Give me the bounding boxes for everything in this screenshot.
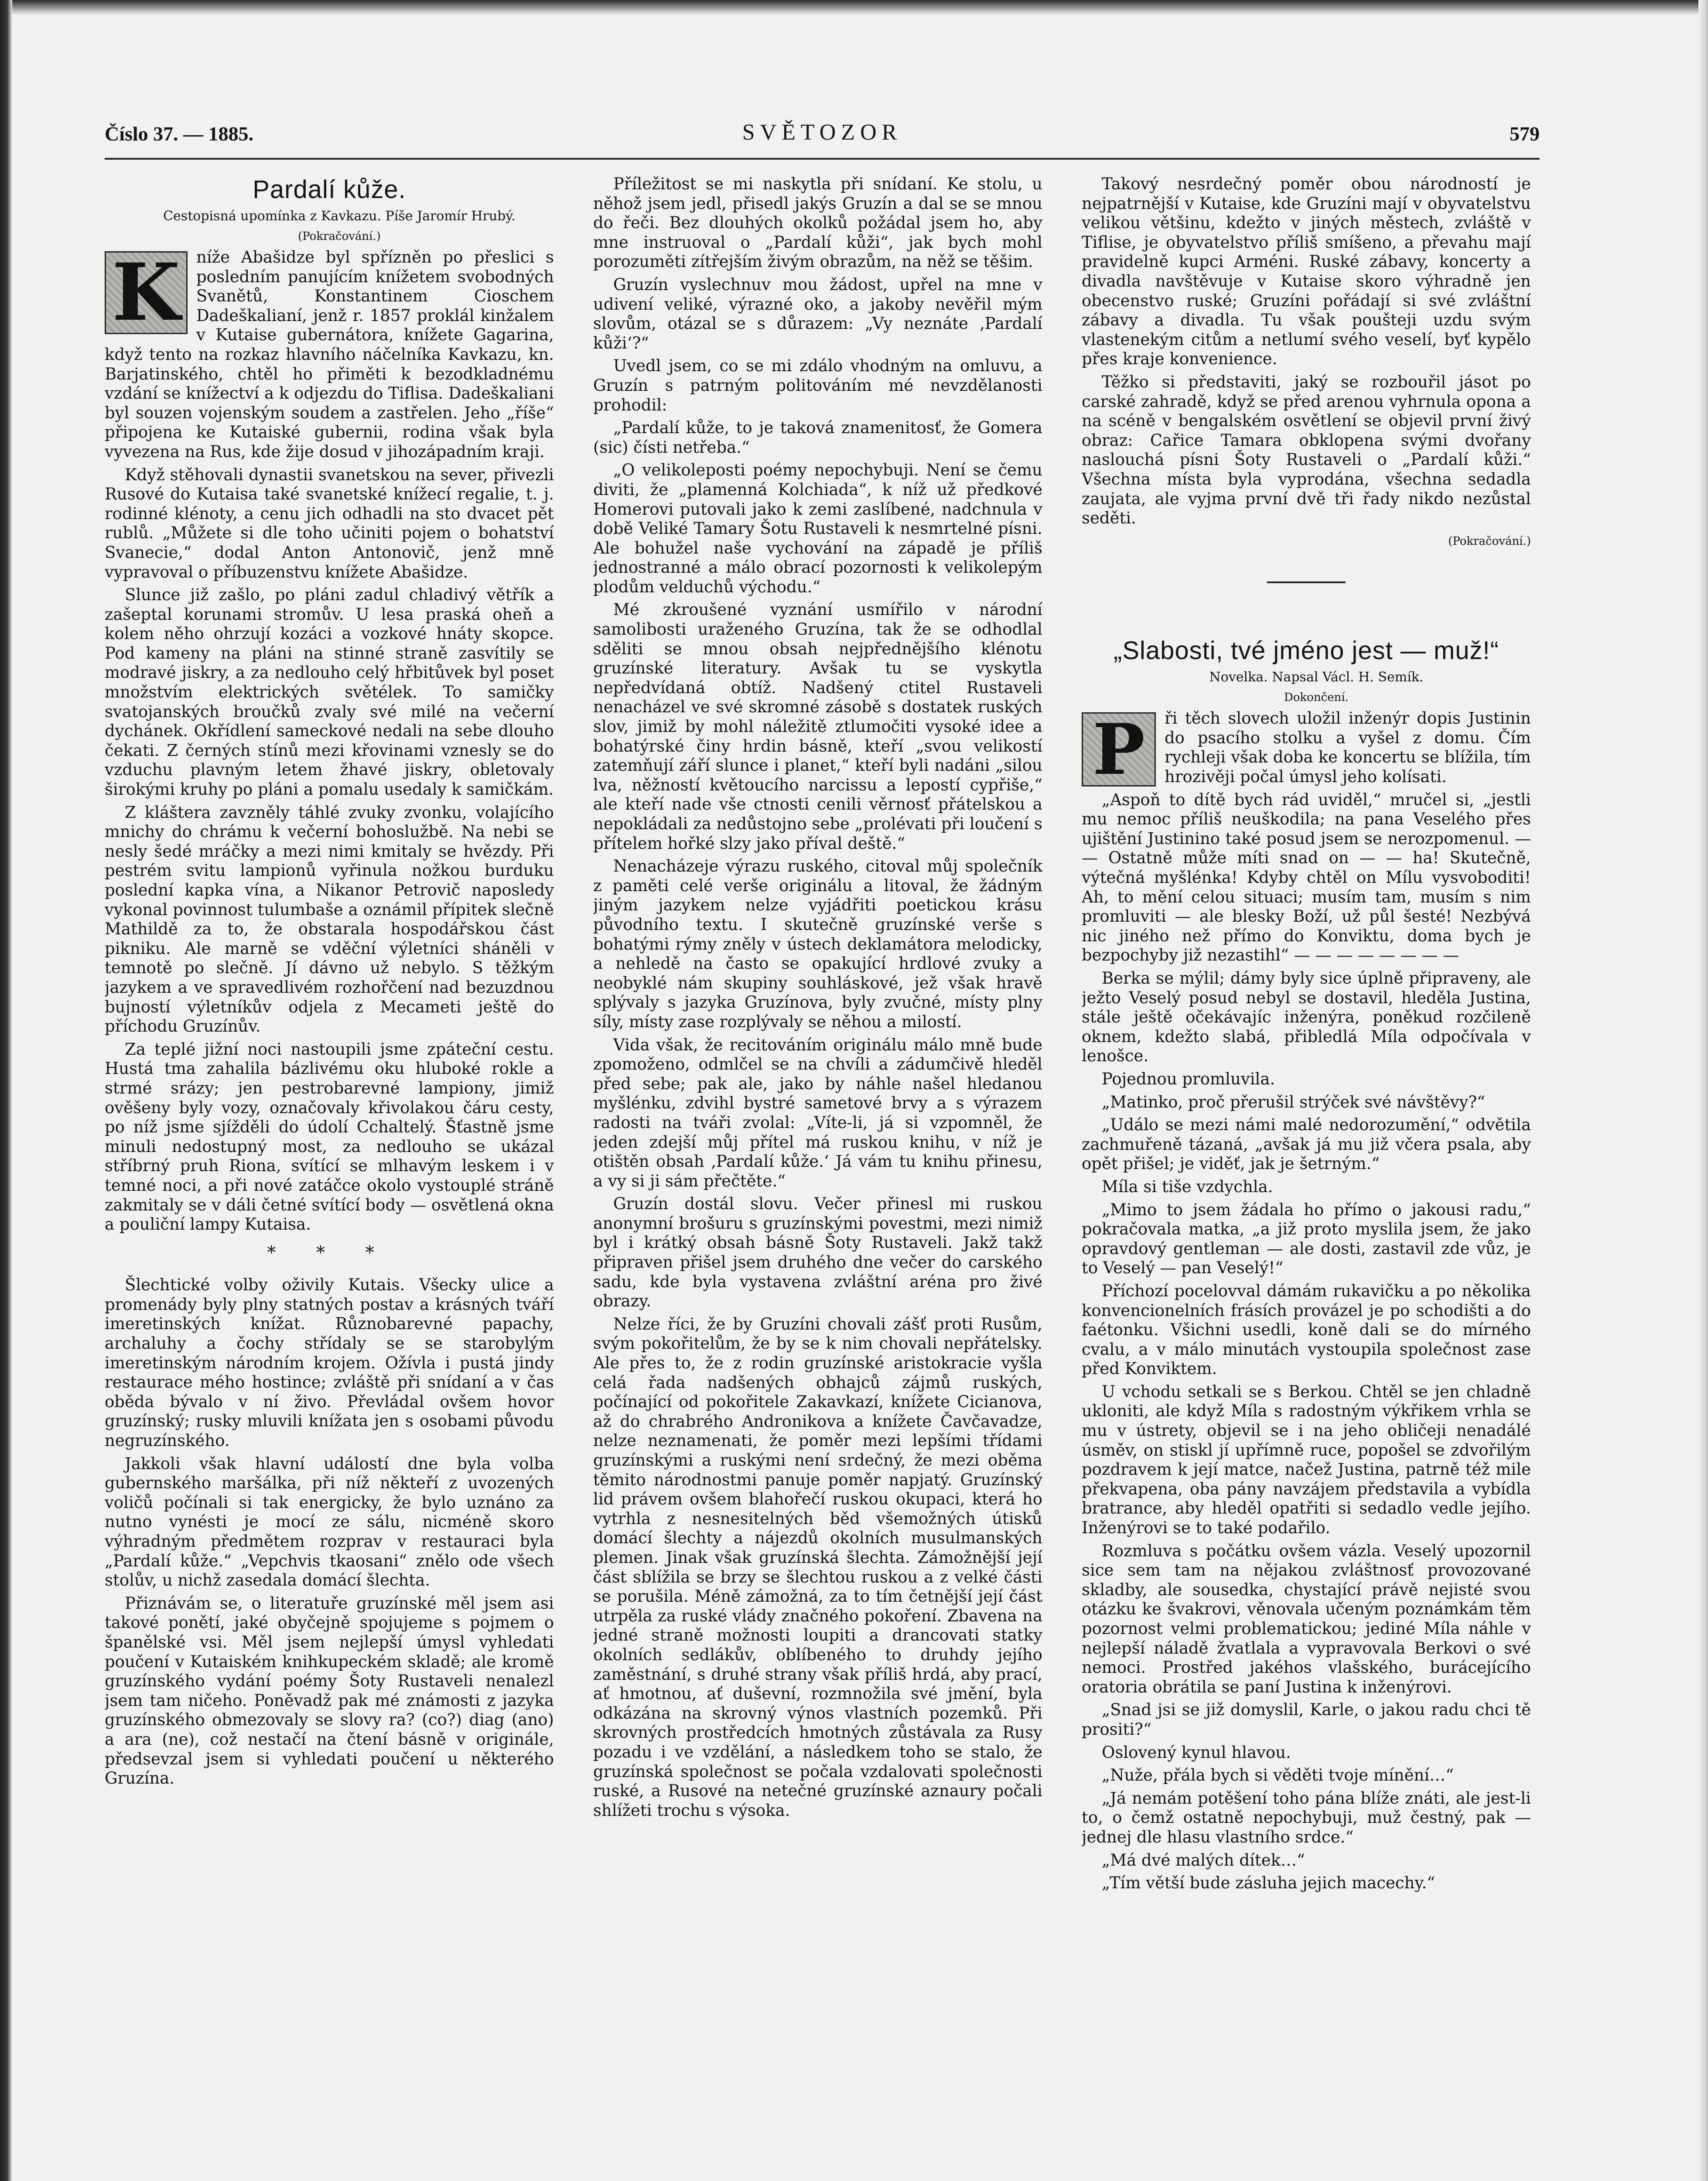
paragraph: Gruzín vyslechnuv mou žádost, upřel na mne v udivení veliké, výrazné oko, a jakoby nevěřil mým slovům, otázal se s důrazem: „Vy neznáte ‚Pardalí kůži‘?“ — [593, 275, 1042, 352]
paragraph: níže Abašidze byl spřízněn po přeslici s posledním panujícím knížetem svobodných Svanětů, Konstantinem Cioschem Dadeškalianí, jenž r. 1857 proklál kinžalem v Kutaise gubernátora, knížete Gagarina, když tento na rozkaz hlavního náčelníka Kavkazu, kn. Barjatinského, chtěl ho přiměti k bezodkladnému vzdání se knížectví a k odjezdu do Tiflisa. Dadeškaliani byl souzen vojenským soudem a zastřelen. Jeho „říše“ připojena ke Kutaiské gubernii, rodina však byla vyvezena na Rus, kde žije dosud v jihozápadním kraji. — [105, 248, 554, 461]
journal-title: SVĚTOZOR — [742, 120, 902, 145]
paragraph: Za teplé jižní noci nastoupili jsme zpáteční cestu. Hustá tma zahalila bázlivému oku hluboké rokle a strmé srázy; jen pestrobarevné lampiony, jimiž ověšeny byly vozy, označovaly křivolakou čáru cesty, po níž jsme sjížděli do údolí Cchaltelý. Šťastně jsme minuli nedostupný most, za nedlouho se ukázal stříbrný pruh Riona, svítící se mlhavým leskem i v temné noci, a při nové zatáčce okolo vystouplé stráně zakmitaly se v dáli četné svítící body — osvětlená okna a pouliční lampy Kutaisa. — [105, 1039, 554, 1234]
column-3 — [1082, 174, 1531, 2181]
article-title: Pardalí kůže. — [253, 175, 406, 204]
drop-cap-p: P — [1082, 712, 1156, 786]
paragraph: Když stěhovali dynastii svanetskou na sever, přivezli Rusové do Kutaisa také svanetské knížecí regalie, t. j. rodinné klénoty, a cenu jich odhadli na sto dvacet pět rublů. „Můžete si dle toho učiniti pojem o bohatství Svanecie,“ dodal Anton Antonovič, jenž mně vypravoval o příbuzenstvu knížete Abašidze. — [105, 465, 554, 581]
page-header — [105, 118, 1540, 153]
paragraph: Gruzín dostál slovu. Večer přinesl mi ruskou anonymní brošuru s gruzínskými povestmi, mezi nimiž byl i krátký obsah básně Šoty Rustaveli. Jakž takž připraven přišel jsem druhého dne večer do carského sadu, kde byla vystavena zvláštní aréna pro živé obrazy. — [593, 1194, 1042, 1311]
section-stars: * * * — [267, 1242, 392, 1263]
paragraph: Příchozí pocelovval dámám rukavičku a po několika konvencionelních frásích provázel je po schodišti a do faétonku. Všichni usedli, koně dali se do mírného cvalu, a v málo minutách vystoupila společnost zase před Konviktem. — [1082, 1281, 1531, 1378]
paragraph: „Tím větší bude zásluha jejich macechy.“ — [1102, 1873, 1435, 1893]
paragraph: Slunce již zašlo, po pláni zadul chladivý větřík a zašeptal korunami stromův. U lesa praská oheň a kolem něho ohrzují kozáci a vozkové hnáty skopce. Pod kameny na pláni na stinné straně zasvítily se modravé jiskry, a za nedlouho celý hřbitůvek byl poset množstvím elektrických světélek. To samičky svatojanských broučků zvaly své milé na večerní dychánek. Okřídlení sameckové nedali na sebe dlouho čekati. Z černých stínů mezi křovinami vznesly se do vzduchu plavným letem žhavé jiskry, obletovaly širokými kruhy po pláni a pomalu usedaly k samičkám. — [105, 585, 554, 799]
continuation-note: Dokončení. — [1284, 691, 1349, 704]
paragraph: Šlechtické volby oživily Kutais. Všecky ulice a promenády byly plny statných postav a krásných tváří imeretinských knížat. Různobarevné papachy, archaluhy a čochy střídaly se se starobylým imeretinským národním krojem. Ožívla i pustá jindy restaurace mého hostince; zvláště při snídaní a v čas oběda bývalo v ní živo. Převládal ovšem hovor gruzínský; rusky mluvili knížata jen s osobami původu negruzínského. — [105, 1275, 554, 1450]
column-1 — [105, 174, 554, 2181]
scan-edge-top — [0, 0, 1708, 15]
paragraph: Uvedl jsem, co se mi zdálo vhodným na omluvu, a Gruzín s patrným politováním mé nevzdělanosti prohodil: — [593, 356, 1042, 414]
paragraph: Vida však, že recitováním originálu málo mně bude zpomoženo, odmlčel se na chvíli a zádumčivě hleděl před sebe; pak ale, jako by náhle našel hledanou myšlénku, zdvihl bystré sametové brvy a s výrazem radosti na tváři zvolal: „Víte-li, já si vzpomněl, že jeden zdejší můj přítel má ruskou knihu, v níž je otištěn obsah ‚Pardalí kůže.‘ Já vám tu knihu přinesu, a vy si ji sám přečtěte.“ — [593, 1035, 1042, 1190]
paragraph: „Aspoň to dítě bych rád uviděl,“ mručel si, „jestli mu nemoc příliš neuškodila; na pana Veselého přes ujištění Justinino také posud jsem se nerozpomenul. — — Ostatně může míti snad on — — ha! Skutečně, výtečná myšlénka! Kdyby chtěl on Mílu vysvoboditi! Ah, to mění celou situaci; musím tam, musím s nim promluviti — ale blesky Boží, už půl šesté! Nezbývá nic jiného než přímo do Konviktu, doma bych je bezpochyby již nezastihl“ — — — — — — — — — [1082, 790, 1531, 965]
paragraph: Pojednou promluvila. — [1102, 1069, 1275, 1088]
paragraph: „Matinko, proč přerušil strýček své návštěvy?“ — [1102, 1092, 1486, 1111]
paragraph: „Pardalí kůže, to je taková znamenitosť, že Gomera (sic) čísti netřeba.“ — [593, 418, 1042, 457]
paragraph: Takový nesrdečný poměr obou národností je nejpatrnější v Kutaise, kde Gruzíni mají v obyvatelstvu velikou většinu, kdežto v jiných městech, zvláště v Tiflise, je obyvatelstvo příliš smíšeno, a převahu mají pravidelně kupci Arméni. Ruské zábavy, koncerty a divadla navštěvuje v Kutaise skoro výhradně jen obecenstvo ruské; Gruzíni pořádají si své zvláštní zábavy a divadla. Tu však poušteji uzdu svým vlastenekým citům a netlumí svého veselí, byť kypělo přes kraje konvenience. — [1082, 174, 1531, 369]
paragraph: „Já nemám potěšení toho pána blíže znáti, ale jest-li to, o čemž ostatně nepochybuji, muž čestný, pak — jednej dle hlasu vlastního srdce.“ — [1082, 1788, 1531, 1846]
paragraph: Rozmluva s počátku ovšem vázla. Veselý upozornil sice sem tam na nějakou zvláštnosť provozované skladby, ale sousedka, chystající právě nejisté svou otázku ke švakrovi, věnovala učeným poznámkám těm pozornost velmi problematickou; jediné Míla náhle v nejlepší náladě žvatlala a vypravovala Berkovi o své nemoci. Prostřed jakéhos vlašského, burácejícího oratoria obrátila se paní Justina k inženýrovi. — [1082, 1541, 1531, 1696]
paragraph: Přiznávám se, o literatuře gruzínské měl jsem asi takové ponětí, jaké obyčejně spojujeme s pojmem o španělské vsi. Měl jsem nejlepší úmysl vyhledati poučení v Kutaiském knihkupeckém skladě; ale kromě gruzínského vydání poémy Šoty Rustaveli nenalezl jsem tam ničeho. Poněvadž pak mé známosti z jazyka gruzínského obmezovaly se slovy ra? (co?) diag (ano) a ara (ne), což nestačí na čtení básně v originále, předsevzal jsem si vyhledati poučení u některého Gruzína. — [105, 1593, 554, 1788]
drop-cap-k: K — [105, 251, 188, 334]
newspaper-page — [105, 118, 1540, 2181]
paragraph: Míla si tiše vzdychla. — [1102, 1177, 1273, 1196]
paragraph: ři těch slovech uložil inženýr dopis Justinin do psacího stolku a vyšel z domu. Čím rychleji však doba ke koncertu se blížila, tím hrozivěji počal úmysl jeho kolísati. — [1165, 709, 1531, 786]
paragraph: „Mimo to jsem žádala ho přímo o jakousi radu,“ pokračovala matka, „a již proto myslila jsem, že jako opravdový gentleman — ale dosti, zastavil zde vůz, je to Veselý — pan Veselý!“ — [1082, 1200, 1531, 1278]
paragraph: „Má dvé malých dítek…“ — [1102, 1850, 1305, 1870]
article-title: „Slabosti, tvé jméno jest — muž!“ — [1114, 636, 1499, 665]
page-number: 579 — [1510, 123, 1540, 145]
paragraph: „O velikoleposti poémy nepochybuji. Není se čemu diviti, že „plamenná Kolchiada“, k níž už předkové Homerovi putovali jako k zemi zaslíbené, nadchnula v době Veliké Tamary Šotu Rustaveli k nesmrtelné písni. Ale bohužel naše vychování na západě je příliš jednostranné a málo obrací pozornosti k velikolepým plodům velduchů východu.“ — [593, 461, 1042, 596]
scan-edge-right — [1698, 0, 1708, 2181]
article-subtitle: Cestopisná upomínka z Kavkazu. Píše Jaromír Hrubý. — [163, 209, 516, 224]
paragraph: Jakkoli však hlavní událostí dne byla volba gubernského maršálka, při níž někteří z uvozených voličů počínali si tak energicky, že bylo uznáno za nutno vynésti je mocí ze sálu, nicméně skoro výhradným předmětem rozprav v restauraci byla „Pardalí kůže.“ „Vepchvis tkaosani“ znělo ode všech stolův, u nichž zasedala domácí šlechta. — [105, 1454, 554, 1590]
issue-number: Číslo 37. — 1885. — [105, 123, 254, 145]
continuation-note: (Pokračování.) — [1448, 534, 1531, 548]
continuation-note: (Pokračování.) — [298, 230, 381, 243]
paragraph: Berka se mýlil; dámy byly sice úplně připraveny, ale ježto Veselý posud nebyl se dostavil, hleděla Justina, stále ještě očekávajíc inženýra, poněkud rozčileně oknem, kdežto slabá, přibledlá Míla odpočívala v lenošce. — [1082, 969, 1531, 1066]
paragraph: Příležitost se mi naskytla při snídaní. Ke stolu, u něhož jsem jedl, přisedl jakýs Gruzín a dal se se mnou do řeči. Bez dlouhých okolků požádal jsem ho, aby mne instruoval o „Pardalí kůži“, jak bych mohl porozuměti zítřejším živým obrazům, na něž se těšim. — [593, 174, 1042, 271]
paragraph: Nelze říci, že by Gruzíni chovali zášť proti Rusům, svým pokořitelům, že by se k nim chovali nepřátelsky. Ale přes to, že z rodin gruzínské aristokracie vyšla celá řada nadšených obhajců zájmů ruských, počínající od pokořitele Zakavkazí, knížete Cicianova, až do chrabrého Andronikova a knížete Čavčavadze, nelze neznamenati, že poměr mezi lepšími třídami gruzínskými a ruskými není srdečný, že mezi oběma těmito národnostmi panuje poměr napjatý. Gruzínský lid právem ovšem blahořečí ruskou okupaci, která ho vytrhla z nesnesitelných běd všemožných útisků domácí šlechty a nájezdů okolních musulmanských plemen. Jinak však gruzínská šlechta. Zámožnější její část sblížila se brzy se šlechtou ruskou a z velké části se porušila. Méně zámožná, za to tím četnější její část utrpěla za ruské vlády značného pokoření. Zbavena na jedné straně možnosti loupiti a drancovati statky okolních sedlákův, oblíbeného to druhdy jejího zaměstnání, s druhé strany však příliš hrdá, aby prací, ať hmotnou, ať duševní, rozmnožila své jmění, byla odkázána na skrovný výnos vlastních pozemků. Při skrovných prostředcích hmotných zůstávala za Rusy pozadu i ve vzdělání, a následkem toho se stalo, že gruzínská společnost se počala vzdalovati společnosti ruské, a Rusové na netečné gruzínské aznaury počali shlížeti trochu s výsoka. — [593, 1314, 1042, 1820]
column-2 — [593, 174, 1042, 2181]
paragraph: „Událo se mezi námi malé nedorozumění,“ odvětila zachmuřeně tázaná, „avšak já mu již včera psala, aby opět přišel; je viděť, jak je šetrným.“ — [1082, 1115, 1531, 1173]
article-subtitle: Novelka. Napsal Václ. H. Semík. — [1209, 670, 1424, 685]
paragraph: „Nuže, přála bych si věděti tvoje mínění…“ — [1102, 1766, 1454, 1785]
scan-edge-left — [0, 0, 12, 2181]
header-rule — [105, 158, 1540, 162]
paragraph: Nenacházeje výrazu ruského, citoval můj společník z paměti celé verše originálu a litoval, že žádným jiným jazykem nelze vyjádřiti poetickou krásu původního textu. I skutečně gruzínské verše s bohatými rýmy zněly v ústech deklamátora melodicky, a nehledě na často se opakující hrdlové zvuky a neobyklé nám skupiny souhláskové, jež však hravě splývaly s jazyka Gruzínova, byly zvučné, místy plny síly, místy zase rozplývaly se něhou a milostí. — [593, 857, 1042, 1031]
article-separator — [1267, 581, 1346, 583]
paragraph: Z kláštera zavzněly táhlé zvuky zvonku, volajícího mnichy do chrámu k večerní bohoslužbě. Na nebi se nesly šedé mráčky a mezi nimi kmitaly se hvězdy. Při pestrém svitu lampionů vyřinula nožkou burduku poslední kapka vína, a Nikanor Petrovič naposledy vykonal povinnost tulumbaše a oznámil přípitek slečně Mathildě za to, že obstarala hospodářskou část pikniku. Ale marně se vděční výletníci sháněli v temnotě po slečně. Jí dávno už nebylo. S těžkým jazykem a ve spravedlivém rozhořčení nad bezuzdnou bujností výletníkův odjela z Mecameti ještě do příchodu Gruzínův. — [105, 803, 554, 1036]
paragraph: U vchodu setkali se s Berkou. Chtěl se jen chladně ukloniti, ale když Míla s radostným výkřikem vrhla se mu v ústrety, objevil se i na jeho obličeji nenadálé úsměv, on stiskl jí upřímně ruce, popošel se zdvořilým pozdravem k její matce, načež Justina, patrně též mile překvapena, oba pány navzájem představila a vybídla bratrance, aby hleděl opatřiti si sedadlo vedle jejího. Inženýrovi se to také podařilo. — [1082, 1382, 1531, 1538]
paragraph: Mé zkroušené vyznání usmířilo v národní samolibosti uraženého Gruzína, tak že se odhodlal sděliti se mnou obsah nejpřednějšího klénotu gruzínské literatury. Avšak tu se vyskytla nepředvídaná obtíž. Nadšený ctitel Rustaveli nenacházel ve své skromné zásobě s dostatek ruských slov, jimiž by mohl náležitě ztlumočiti vysoké idee a bohatýrské činy hrdin básně, kteří „svou velikostí zatemňují září slunce i planet,“ kteří byli nadáni „silou lva, něžností květoucího narcissu a lepostí cypřiše,“ ale kteří nade vše ctnosti cenili věrnosť přátelskou a nepokládali za nedůstojno sebe „prolévati při loučení s přítelem hořké slzy jako příval deště.“ — [593, 600, 1042, 853]
paragraph: Oslovený kynul hlavou. — [1102, 1743, 1291, 1762]
paragraph: Těžko si představiti, jaký se rozbouřil jásot po carské zahradě, když se před arenou vyhrnula opona a na scéně v bengalském osvětlení se objevil první živý obraz: Cařice Tamara obklopena svými dvořany naslouchá písni Šoty Rustaveli o „Pardalí kůži.“ Všechna místa byla vyprodána, všechna sedadla zaujata, ale vyjma první dvě tři řady nikdo nezůstal seděti. — [1082, 372, 1531, 528]
paragraph: „Snad jsi se již domyslil, Karle, o jakou radu chci tě prositi?“ — [1082, 1700, 1531, 1739]
